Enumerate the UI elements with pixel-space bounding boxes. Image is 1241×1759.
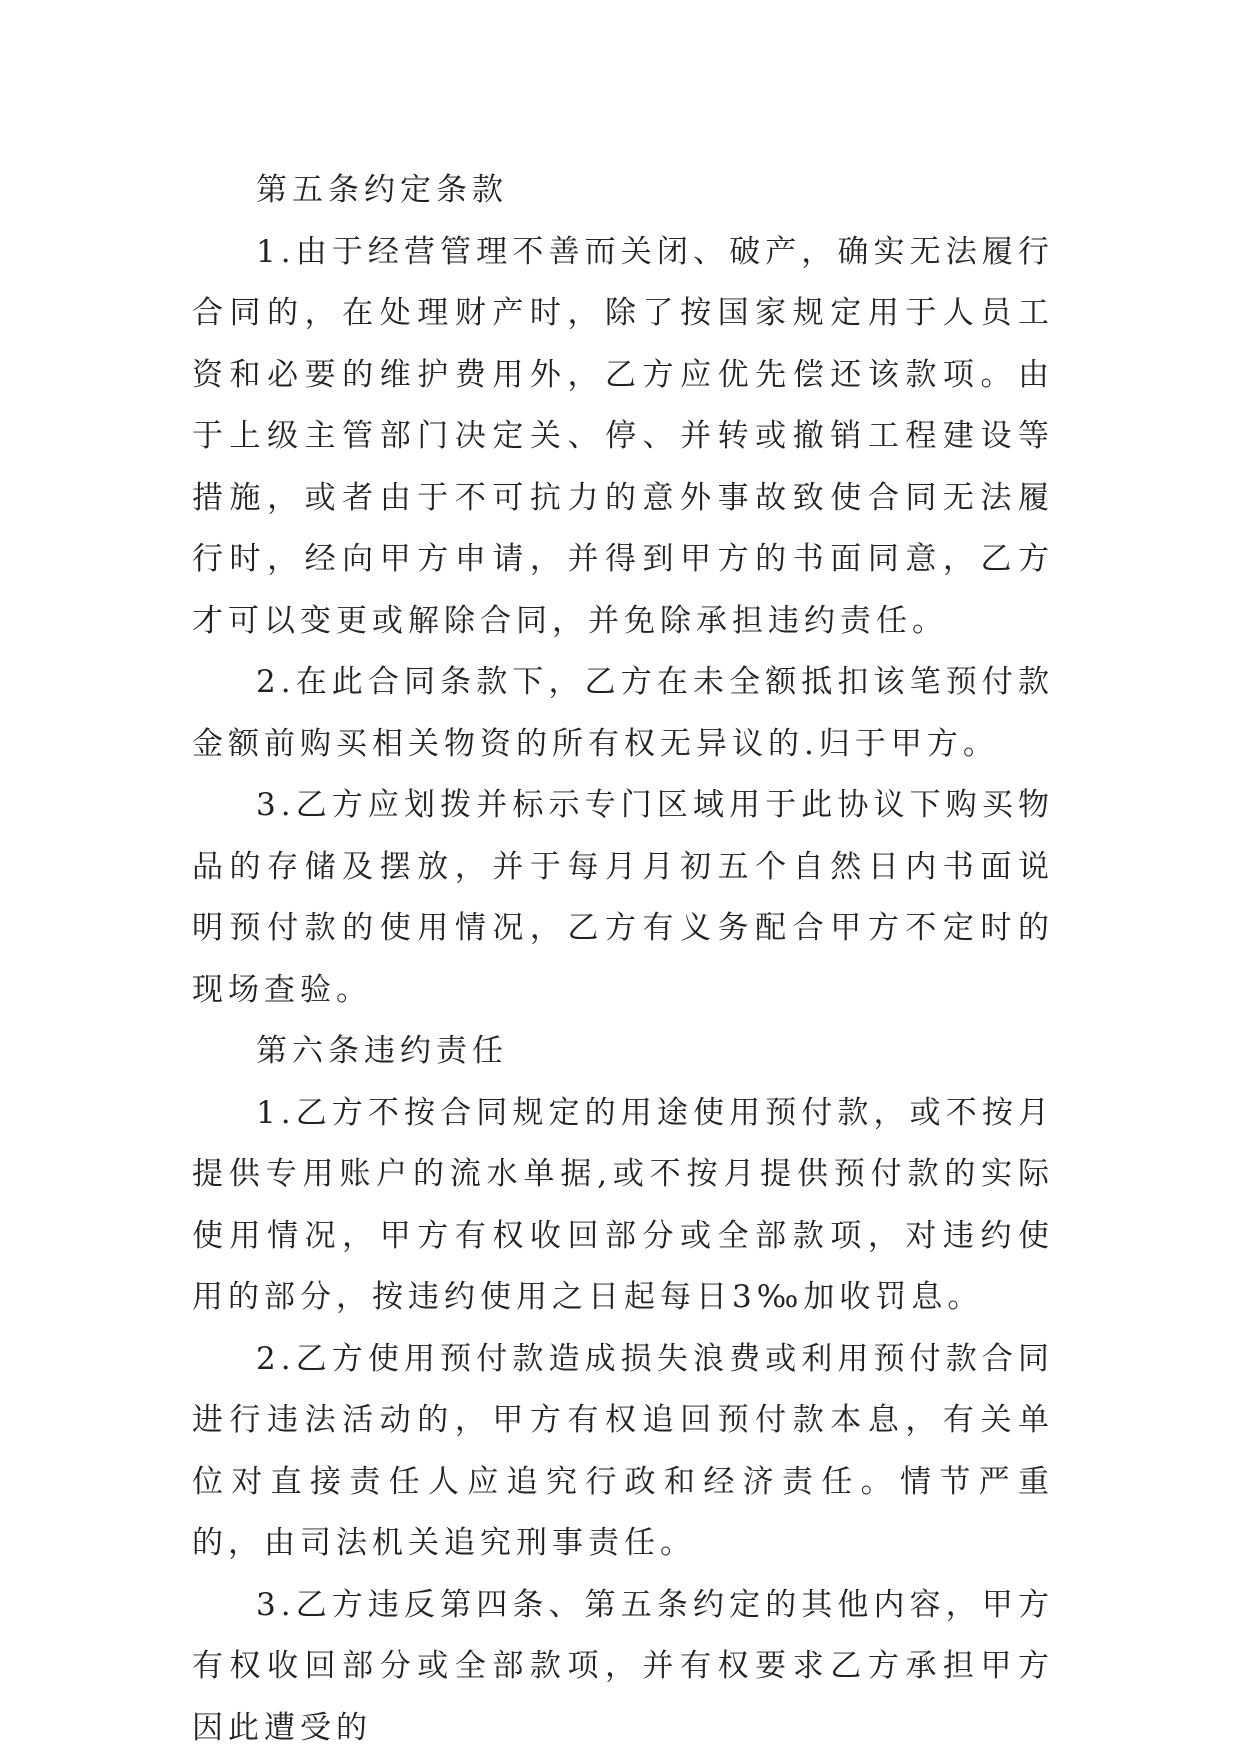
clause-paragraph: 3.乙方应划拨并标示专门区域用于此协议下购买物品的存储及摆放，并于每月月初五个自然日内书面说明预付款的使用情况，乙方有义务配合甲方不定时的现场查验。: [192, 775, 1054, 1021]
clause-paragraph: 2.乙方使用预付款造成损失浪费或利用预付款合同进行违法活动的，甲方有权追回预付款本息，有关单位对直接责任人应追究行政和经济责任。情节严重的，由司法机关追究刑事责任。: [192, 1329, 1054, 1575]
section-heading: 第五条约定条款: [192, 160, 1054, 222]
clause-paragraph: 3.乙方违反第四条、第五条约定的其他内容，甲方有权收回部分或全部款项，并有权要求乙方承担甲方因此遭受的: [192, 1575, 1054, 1759]
clause-paragraph: 2.在此合同条款下，乙方在未全额抵扣该笔预付款金额前购买相关物资的所有权无异议的.归于甲方。: [192, 652, 1054, 775]
clause-paragraph: 1.乙方不按合同规定的用途使用预付款，或不按月提供专用账户的流水单据,或不按月提供预付款的实际使用情况，甲方有权收回部分或全部款项，对违约使用的部分，按违约使用之日起每日3‰加收罚息。: [192, 1083, 1054, 1329]
section-heading: 第六条违约责任: [192, 1021, 1054, 1083]
document-body: [192, 160, 1054, 1759]
clause-paragraph: 1.由于经营管理不善而关闭、破产，确实无法履行合同的，在处理财产时，除了按国家规定用于人员工资和必要的维护费用外，乙方应优先偿还该款项。由于上级主管部门决定关、停、并转或撤销工程建设等措施，或者由于不可抗力的意外事故致使合同无法履行时，经向甲方申请，并得到甲方的书面同意，乙方才可以变更或解除合同，并免除承担违约责任。: [192, 222, 1054, 653]
